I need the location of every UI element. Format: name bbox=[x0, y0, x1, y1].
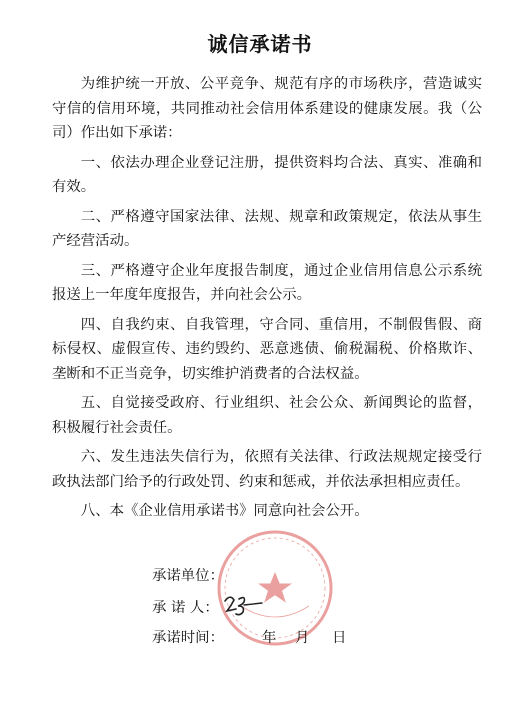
paragraph-5: 五、自觉接受政府、行业组织、社会公众、新闻舆论的监督，积极履行社会责任。 bbox=[52, 395, 482, 436]
date-month-unit: 月 bbox=[295, 630, 310, 646]
date-day-unit: 日 bbox=[332, 630, 347, 646]
document-body bbox=[52, 72, 482, 529]
paragraph-4: 四、自我约束、自我管理，守合同、重信用，不制假售假、商标侵权、虚假宣传、违约毁约、恶意逃债、偷税漏税、价格欺诈、垄断和不正当竞争，切实维护消费者的合法权益。 bbox=[52, 316, 482, 382]
paragraph-6: 六、发生违法失信行为，依照有关法律、行政法规规定接受行政执法部门给予的行政处罚、约束和惩戒，并依法承担相应责任。 bbox=[52, 449, 482, 490]
document-title: 诚信承诺书 bbox=[207, 32, 313, 56]
commitment-person-label: 承 诺 人： bbox=[152, 600, 219, 616]
paragraph-3: 三、严格遵守企业年度报告制度，通过企业信用信息公示系统报送上一年度年度报告，并向社会公示。 bbox=[52, 262, 482, 303]
paragraph-intro: 为维护统一开放、公平竞争、规范有序的市场秩序，营造诚实守信的信用环境，共同推动社会信用体系建设的健康发展。我（公司）作出如下承诺： bbox=[52, 76, 482, 141]
date-year-unit: 年 bbox=[262, 630, 277, 646]
commitment-unit-label: 承诺单位： bbox=[152, 568, 224, 584]
handwritten-signature-icon bbox=[222, 591, 268, 617]
paragraph-1: 一、依法办理企业登记注册，提供资料均合法、真实、准确和有效。 bbox=[52, 154, 482, 195]
paragraph-8: 八、本《企业信用承诺书》同意向社会公开。 bbox=[80, 503, 369, 519]
paragraph-2: 二、严格遵守国家法律、法规、规章和政策规定，依法从事生产经营活动。 bbox=[52, 208, 482, 249]
commitment-time-label: 承诺时间： bbox=[152, 630, 224, 646]
